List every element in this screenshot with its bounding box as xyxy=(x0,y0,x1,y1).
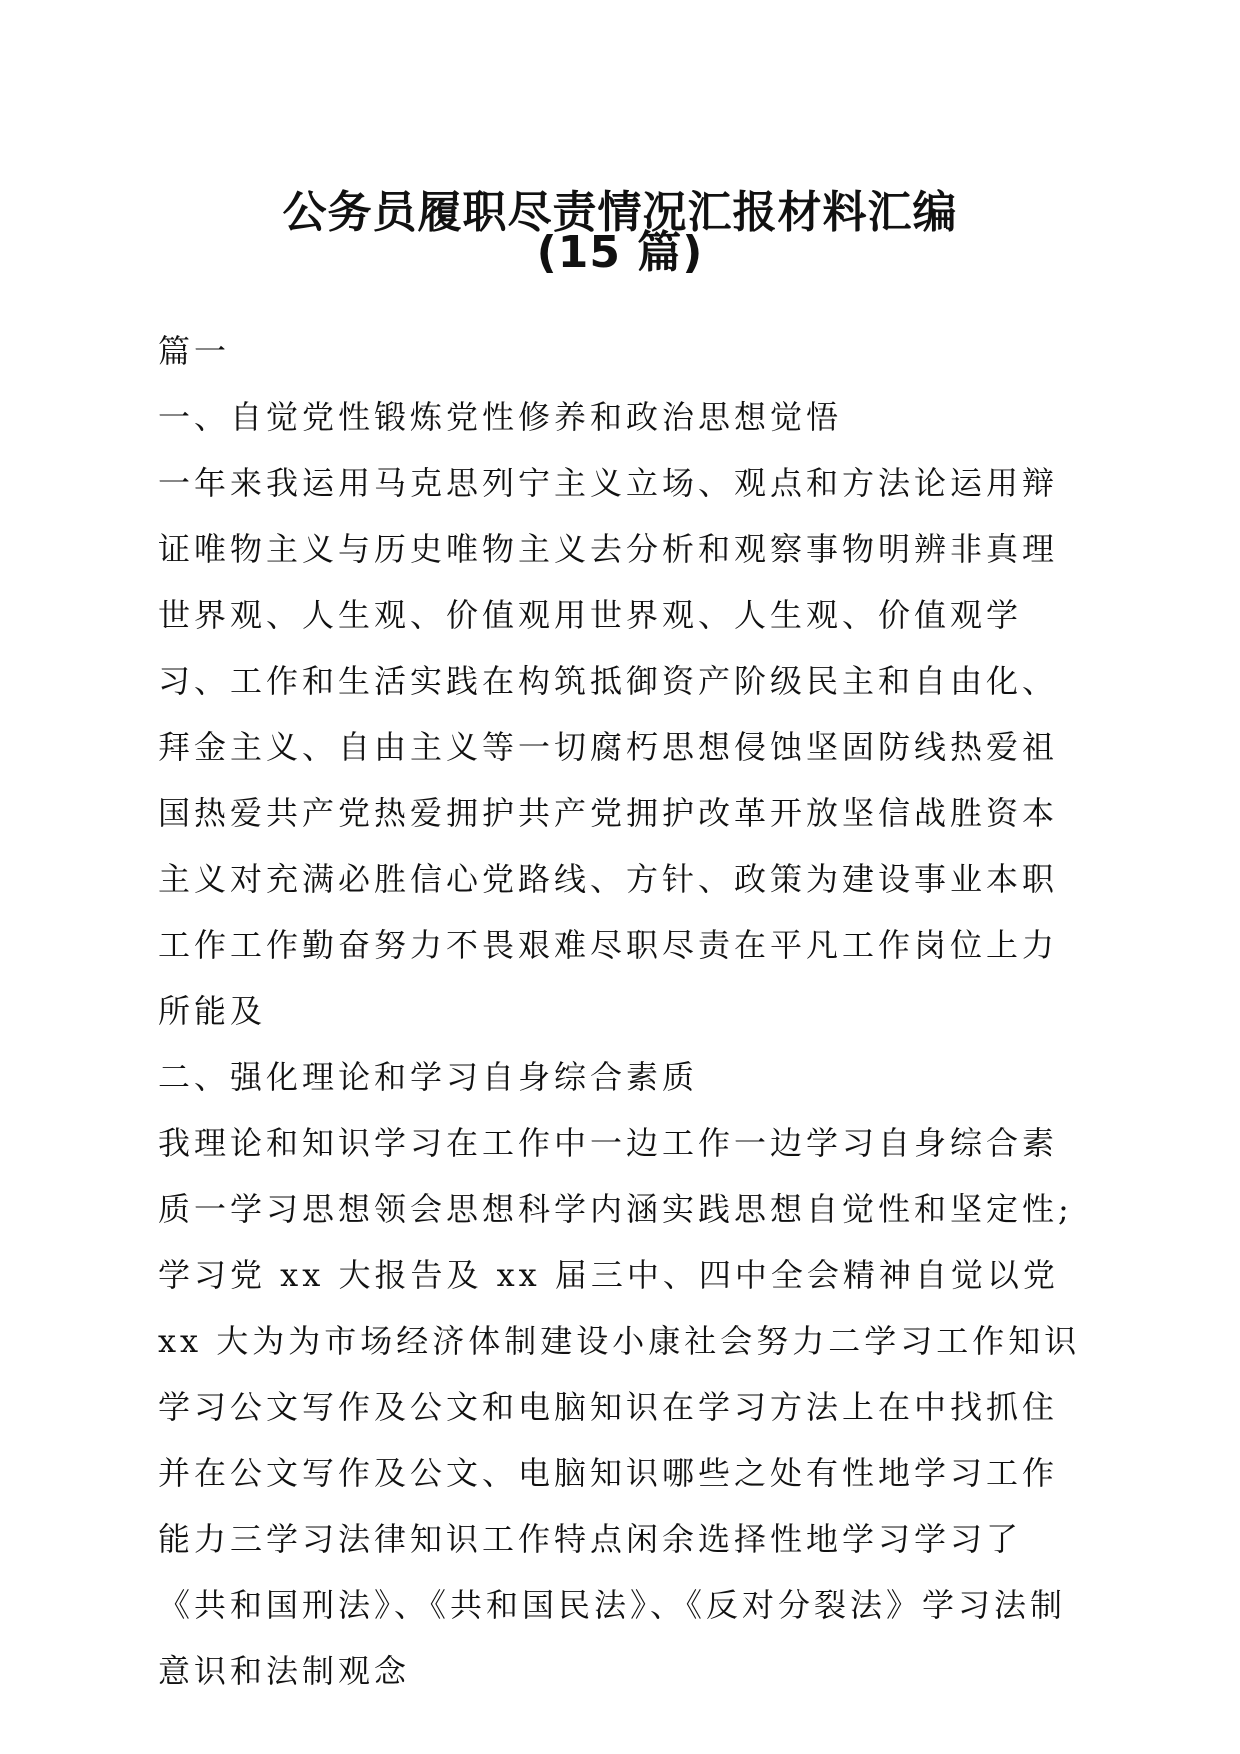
document-title: 公务员履职尽责情况汇报材料汇编 xyxy=(282,187,958,238)
document-subtitle: (15 篇) xyxy=(536,227,704,278)
heading-2: 二、强化理论和学习自身综合素质 xyxy=(158,1058,699,1096)
paragraph-1: 一年来我运用马克思列宁主义立场、观点和方法论运用辩证唯物主义与历史唯物主义去分析和观察事物明辨非真理世界观、人生观、价值观用世界观、人生观、价值观学习、工作和生活实践在构筑抵御资产阶级民主和自由化、拜金主义、自由主义等一切腐朽思想侵蚀坚固防线热爱祖国热爱共产党热爱拥护共产党拥护改革开放坚信战胜资本主义对充满必胜信心党路线、方针、政策为建设事业本职工作工作勤奋努力不畏艰难尽职尽责在平凡工作岗位上力所能及 xyxy=(158,464,1059,1030)
heading-1: 一、自觉党性锻炼党性修养和政治思想觉悟 xyxy=(158,398,843,436)
section-label: 篇一 xyxy=(158,332,231,370)
paragraph-2: 我理论和知识学习在工作中一边工作一边学习自身综合素质一学习思想领会思想科学内涵实践思想自觉性和坚定性;学习党 xx 大报告及 xx 届三中、四中全会精神自觉以党 xx 大为为市场经济体制建设小康社会努力二学习工作知识学习公文写作及公文和电脑知识在学习方法上在中找抓住并在公文写作及公文、电脑知识哪些之处有性地学习工作能力三学习法律知识工作特点闲余选择性地学习学习了《共和国刑法》、《共和国民法》、《反对分裂法》学习法制意识和法制观念 xyxy=(158,1124,1081,1690)
document-body xyxy=(158,318,1088,1704)
